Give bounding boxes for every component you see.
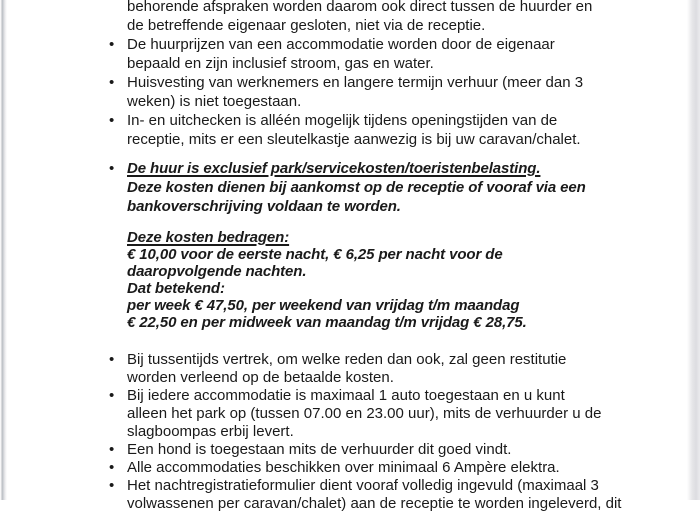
bullet-icon: • bbox=[109, 387, 115, 404]
text-line: Deze kosten bedragen: bbox=[127, 229, 290, 246]
text-line: De huur is exclusief park/servicekosten/toeristenbelasting. bbox=[127, 160, 541, 177]
document-body bbox=[109, 0, 687, 513]
text-line: € 10,00 voor de eerste nacht, € 6,25 per nacht voor de bbox=[127, 246, 503, 263]
list-item bbox=[109, 459, 687, 477]
bullet-icon: • bbox=[109, 160, 115, 177]
text-line: Bij tussentijds vertrek, om welke reden dan ook, zal geen restitutie bbox=[127, 351, 567, 368]
page-left-edge bbox=[0, 0, 7, 500]
page-right-edge bbox=[687, 0, 700, 500]
text-line: per week € 47,50, per weekend van vrijdag t/m maandag bbox=[127, 297, 520, 314]
text-line: Dat betekend: bbox=[127, 280, 225, 297]
list-item bbox=[109, 441, 687, 459]
bullet-icon: • bbox=[109, 36, 115, 53]
text-line: € 22,50 en per midweek van maandag t/m vrijdag € 28,75. bbox=[127, 314, 527, 331]
text-line: daaropvolgende nachten. bbox=[127, 263, 307, 280]
text-line: Het nachtregistratieformulier dient vooraf volledig ingevuld (maximaal 3 bbox=[127, 477, 599, 494]
bullet-icon: • bbox=[109, 74, 115, 91]
text-line: worden verleend op de betaalde kosten. bbox=[127, 369, 394, 386]
list-item bbox=[109, 111, 687, 149]
text-line: behorende afspraken worden daarom ook direct tussen de huurder en bbox=[127, 0, 593, 15]
text-line: volwassenen per caravan/chalet) aan de receptie te worden ingeleverd, dit bbox=[127, 495, 622, 512]
text-line: Een hond is toegestaan mits de verhuurder dit goed vindt. bbox=[127, 441, 512, 458]
text-line: De huurprijzen van een accommodatie worden door de eigenaar bbox=[127, 36, 555, 53]
text-line: Huisvesting van werknemers en langere termijn verhuur (meer dan 3 bbox=[127, 74, 584, 91]
text-line: de betreffende eigenaar gesloten, niet via de receptie. bbox=[127, 17, 486, 34]
text-line: bankoverschrijving voldaan te worden. bbox=[127, 198, 401, 215]
text-line: bepaald en zijn inclusief stroom, gas en water. bbox=[127, 55, 434, 72]
list-item bbox=[109, 387, 687, 441]
text-line: Deze kosten dienen bij aankomst op de receptie of vooraf via een bbox=[127, 179, 586, 196]
paragraph bbox=[127, 229, 687, 331]
list-item bbox=[109, 159, 687, 216]
text-line: slagboompas erbij levert. bbox=[127, 423, 294, 440]
text-line: weken) is niet toegestaan. bbox=[127, 93, 302, 110]
bullet-icon: • bbox=[109, 459, 115, 476]
bullet-icon: • bbox=[109, 441, 115, 458]
list-item bbox=[109, 35, 687, 73]
bullet-icon: • bbox=[109, 477, 115, 494]
text-line: receptie, mits er een sleutelkastje aanwezig is bij uw caravan/chalet. bbox=[127, 131, 581, 148]
bullet-icon: • bbox=[109, 112, 115, 129]
text-line: alleen het park op (tussen 07.00 en 23.00 uur), mits de verhuurder u de bbox=[127, 405, 602, 422]
list-item bbox=[109, 73, 687, 111]
list-item bbox=[109, 351, 687, 387]
paragraph bbox=[127, 0, 687, 35]
list-item bbox=[109, 477, 687, 513]
text-line: In- en uitchecken is alléén mogelijk tijdens openingstijden van de bbox=[127, 112, 558, 129]
text-line: Alle accommodaties beschikken over minimaal 6 Ampère elektra. bbox=[127, 459, 560, 476]
text-line: Bij iedere accommodatie is maximaal 1 auto toegestaan en u kunt bbox=[127, 387, 565, 404]
bullet-icon: • bbox=[109, 351, 115, 368]
